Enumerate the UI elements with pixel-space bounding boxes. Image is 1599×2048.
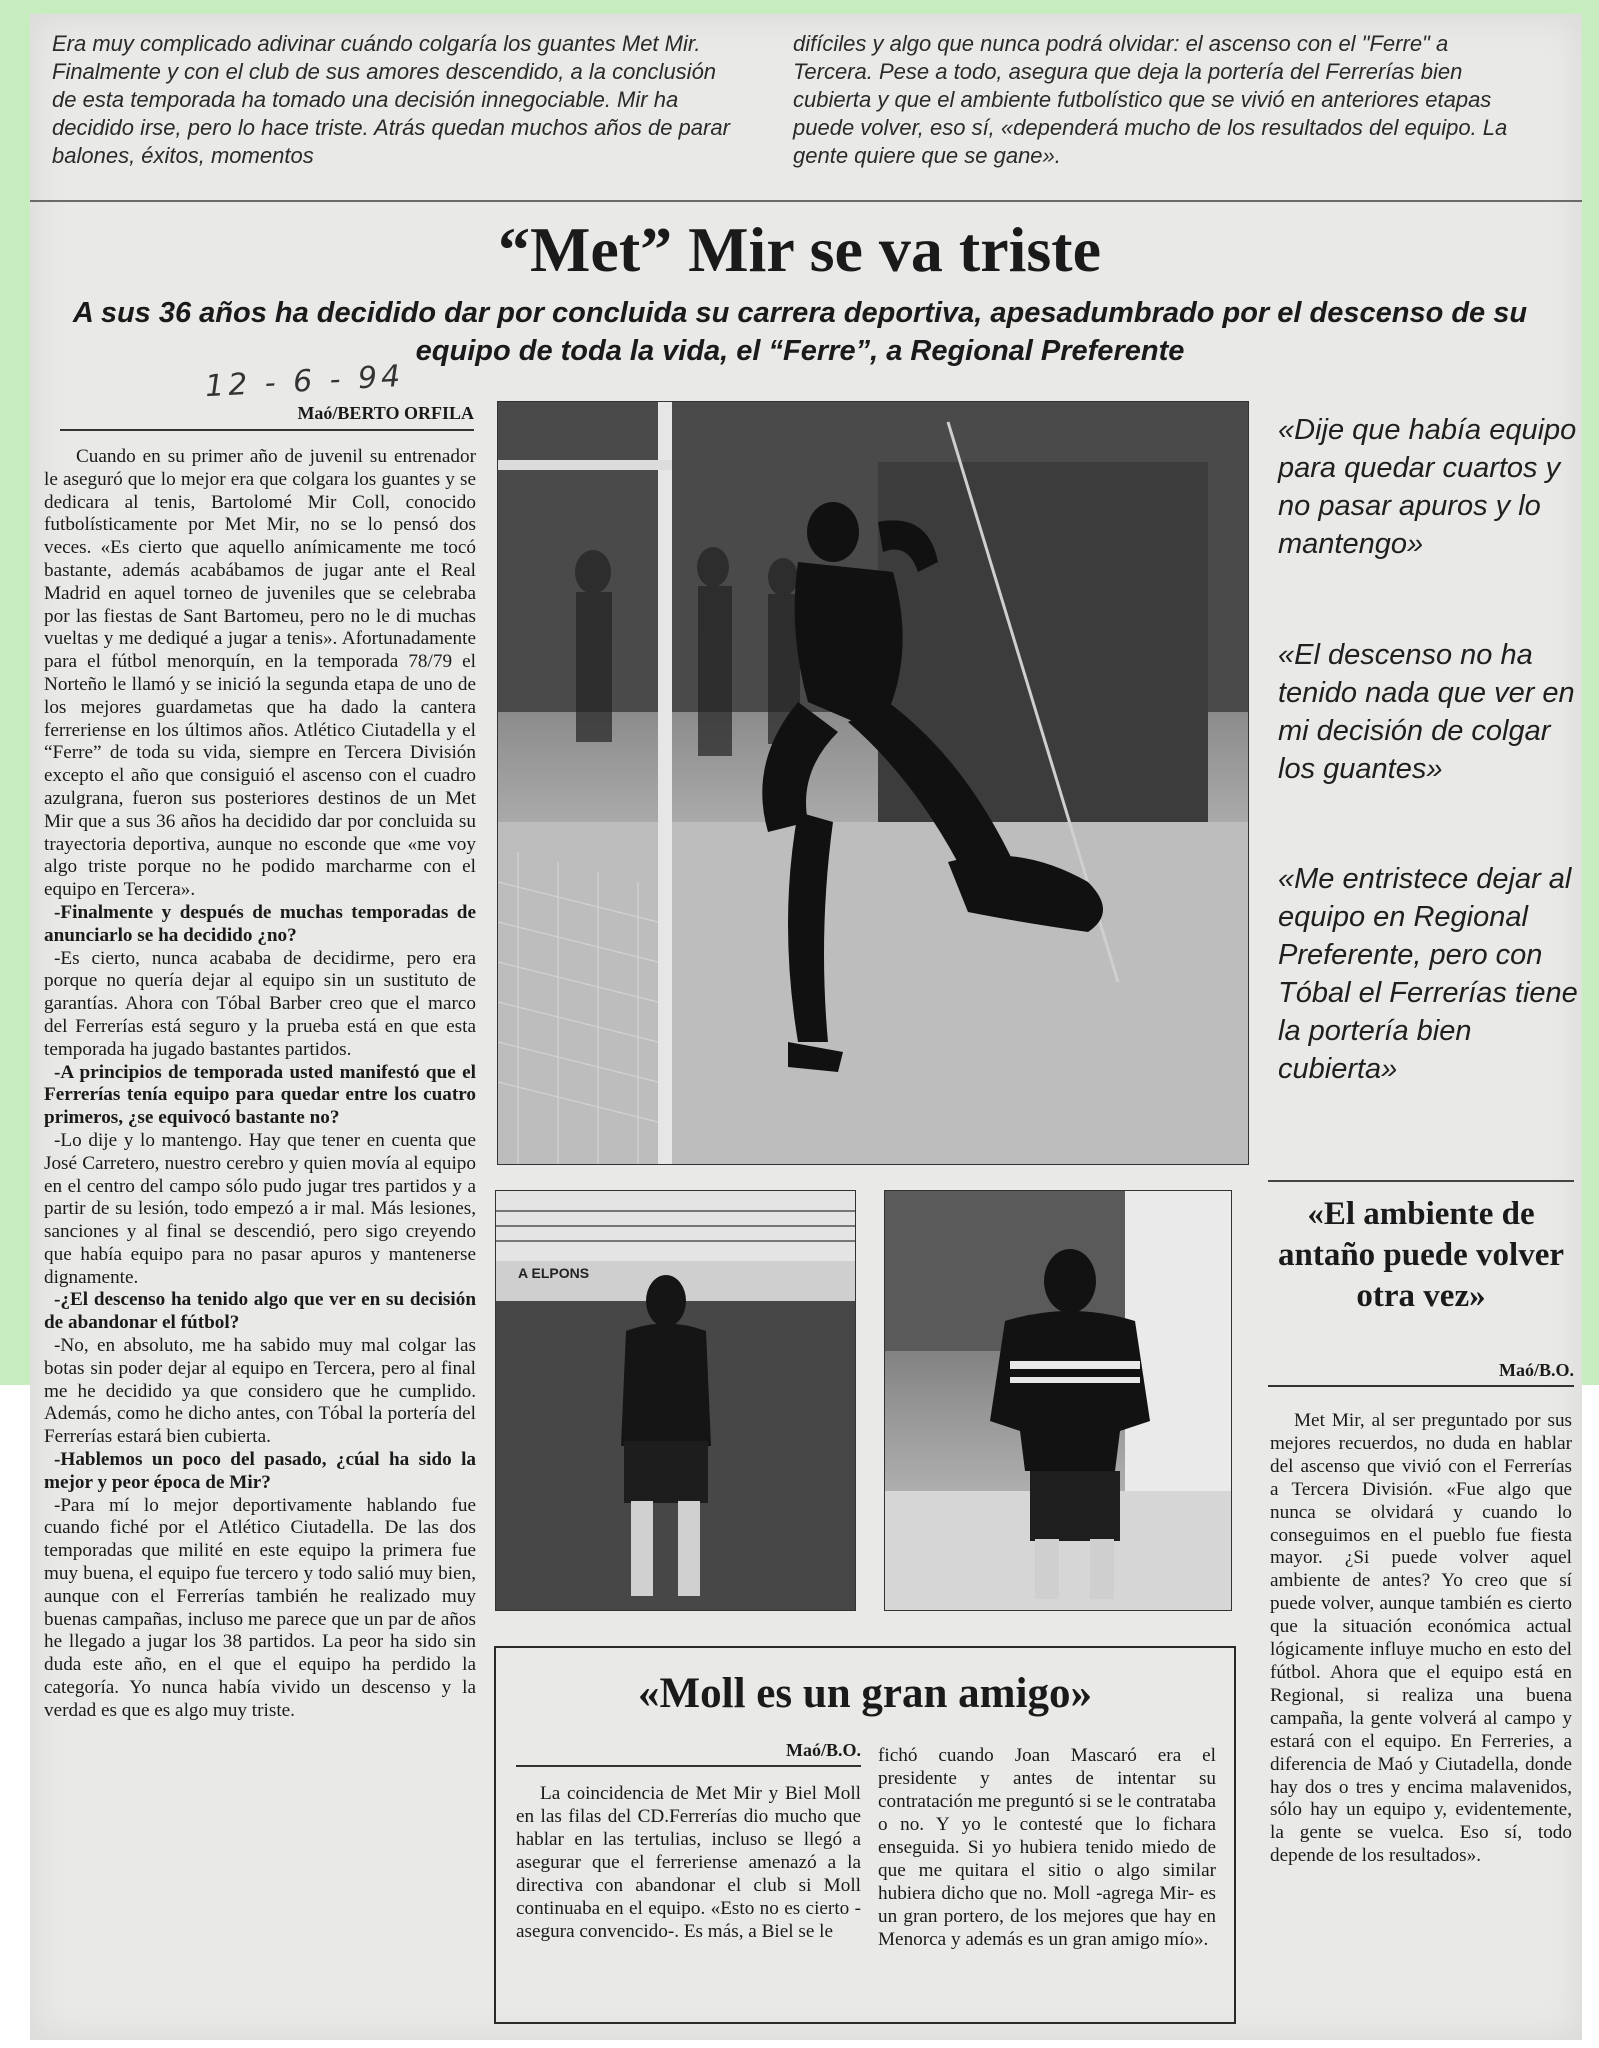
intro-divider — [30, 200, 1582, 202]
goalkeeper-portrait-photo — [884, 1190, 1232, 1611]
box-headline: «Moll es un gran amigo» — [638, 1670, 1092, 1717]
headline: “Met” Mir se va triste — [498, 214, 1101, 285]
subheadline: A sus 36 años ha decidido dar por concluida su carrera deportiva, apesadumbrado por el descenso de su equipo de toda la vida, el “Ferre”, a Regional Preferente — [72, 297, 1528, 367]
interview-answer: -Es cierto, nunca acababa de decidirme, pero era porque no quería dejar al equipo sin un sustituto de garantías. Ahora con Tóbal Barber creo que el marco del Ferrerías está seguro y la prueba está en que esta temporada ha jugado bastantes partidos. — [44, 947, 476, 1060]
interview-answer: -Lo dije y lo mantengo. Hay que tener en cuenta que José Carretero, nuestro cerebro y quien movía al equipo en el centro del campo sólo pudo jugar tres partidos y a partir de su lesión, todo empezó a ir mal. Más lesiones, sanciones y al final se descendió, pero sigo creyendo que había equipo para no pasar apuros y mantenerse dignamente. — [44, 1129, 476, 1288]
pull-quote: «El descenso no ha tenido nada que ver en mi decisión de colgar los guantes» — [1278, 639, 1575, 785]
young-goalkeeper-photo — [495, 1190, 856, 1611]
box-column-left — [516, 1782, 861, 1943]
box-byline: Maó/B.O. — [786, 1740, 861, 1760]
interview-question: -Finalmente y después de muchas temporadas de anunciarlo se ha decidido ¿no? — [44, 901, 476, 946]
sidebar-byline: Maó/B.O. — [1499, 1360, 1574, 1380]
byline: Maó/BERTO ORFILA — [297, 403, 474, 423]
sidebar-paragraph: Met Mir, al ser preguntado por sus mejores recuerdos, no duda en hablar del ascenso que vivió con el Ferrerías a Tercera División. «Fue algo que nunca se olvidará y cuando lo conseguimos en el pueblo fue fiesta mayor. ¿Si puede volver aquel ambiente de antes? Yo creo que sí puede volver, aunque también es cierto que la situación económica actual lógicamente influye mucho en esto del fútbol. Ahora que el equipo está en Regional, si realiza una buena campaña, la gente volverá al campo y estará con el equipo. En Ferreries, a diferencia de Maó y Ciutadella, donde hay dos o tres y encima malavenidos, sólo hay un equipo y, evidentemente, la gente se vuelca. Eso sí, todo depende de los resultados». — [1270, 1410, 1572, 1867]
intro-text-right: difíciles y algo que nunca podrá olvidar: el ascenso con el "Ferre" a Tercera. Pese a todo, asegura que deja la portería del Ferrerías bien cubierta y que el ambiente futbolístico que se vivió en anteriores etapas puede volver, eso sí, «dependerá mucho de los resultados del equipo. La gente quiere que se gane». — [793, 31, 1508, 168]
sidebar-byline-divider — [1268, 1385, 1574, 1387]
handwritten-date: 12 - 6 - 94 — [204, 358, 406, 405]
interview-question: -¿El descenso ha tenido algo que ver en su decisión de abandonar el fútbol? — [44, 1289, 476, 1334]
moll-boxed-article — [494, 1646, 1236, 2024]
box-paragraph: fichó cuando Joan Mascaró era el presidente y antes de intentar su contratación me preguntó si se le contrataba o no. Y yo le contesté que lo fichara enseguida. Si yo hubiera tenido miedo de que me quitara el sitio o algo similar hubiera dicho que no. Moll -agrega Mir- es un gran portero, de los mejores que hay en Menorca y además es un gran amigo mío». — [878, 1745, 1216, 1950]
article-body — [44, 446, 476, 1723]
sidebar-headline: «El ambiente de antaño puede volver otra vez» — [1277, 1196, 1564, 1314]
article-paragraph: Cuando en su primer año de juvenil su entrenador le aseguró que lo mejor era que colgara los guantes y se dedicara al tenis, Bartolomé Mir Coll, conocido futbolísticamente por Met Mir, no se lo pensó dos veces. «Es cierto que aquello anímicamente me tocó bastante, además acabábamos de jugar ante el Real Madrid en aquel torneo de juveniles que se celebraba por las fiestas de Sant Bartomeu, pero no le di muchas vueltas y me dediqué a jugar a tenis». Afortunadamente para el fútbol menorquín, en la temporada 78/79 el Norteño le llamó y se inició la segunda etapa de uno de los mejores guardametas que ha dado la cantera ferreriense en los últimos años. Atlético Ciutadella y el “Ferre” de toda su vida, siempre en Tercera División excepto el año que consiguió el ascenso con el cuadro azulgrana, fueron sus posteriores destinos de un Met Mir que a sus 36 años ha decidido dar por concluida su trayectoria deportiva, aunque no esconde que «me voy algo triste porque no he podido marcharme con el equipo en Tercera». — [44, 446, 476, 901]
stadium-sign: A ELPONS — [518, 1265, 590, 1281]
byline-divider — [60, 429, 474, 431]
interview-question: -Hablemos un poco del pasado, ¿cúal ha sido la mejor y peor época de Mir? — [44, 1449, 476, 1493]
box-column-right — [878, 1744, 1216, 1951]
box-byline-divider — [516, 1765, 861, 1767]
interview-answer: -No, en absoluto, me ha sabido muy mal colgar las botas sin poder dejar al equipo en Tercera, pero al final me he decidido ya que considero que he cumplido. Además, como he dicho antes, con Tóbal la portería del Ferrerías estará bien cubierta. — [44, 1335, 476, 1448]
pull-quote: «Dije que había equipo para quedar cuartos y no pasar apuros y lo mantengo» — [1278, 414, 1577, 560]
box-paragraph: La coincidencia de Met Mir y Biel Moll en las filas del CD.Ferrerías dio mucho que hablar en las tertulias, incluso se llegó a asegurar que el ferreriense amenazó a la directiva con abandonar el club si Moll continuaba en el equipo. «Esto no es cierto -asegura convencido-. Es más, a Biel se le — [516, 1783, 861, 1942]
sidebar-body — [1270, 1410, 1572, 1868]
interview-question: -A principios de temporada usted manifestó que el Ferrerías tenía equipo para quedar entre los cuatro primeros, ¿se equivocó bastante no? — [44, 1061, 476, 1129]
interview-answer: -Para mí lo mejor deportivamente hablando fue cuando fiché por el Atlético Ciutadella. De las dos temporadas que milité en este equipo la primera fue muy buena, el equipo fue tercero y todo salió muy bien, aunque con el Ferrerías también he realizado muy buenas campañas, incluso me parece que un par de años he llegado a jugar los 38 partidos. La peor ha sido sin duda este año, en el que el equipo ha perdido la categoría. Yo nunca había vivido un descenso y la verdad es que es algo muy triste. — [44, 1494, 476, 1721]
pull-quote: «Me entristece dejar al equipo en Regional Preferente, pero con Tóbal el Ferrerías tiene la portería bien cubierta» — [1278, 863, 1578, 1085]
intro-text-left: Era muy complicado adivinar cuándo colgaría los guantes Met Mir. Finalmente y con el club de sus amores descendido, a la conclusión de esta temporada ha tomado una decisión innegociable. Mir ha decidido irse, pero lo hace triste. Atrás quedan muchos años de parar balones, éxitos, momentos — [52, 31, 730, 168]
goalkeeper-diving-photo — [497, 401, 1249, 1165]
sidebar-divider — [1268, 1180, 1574, 1182]
